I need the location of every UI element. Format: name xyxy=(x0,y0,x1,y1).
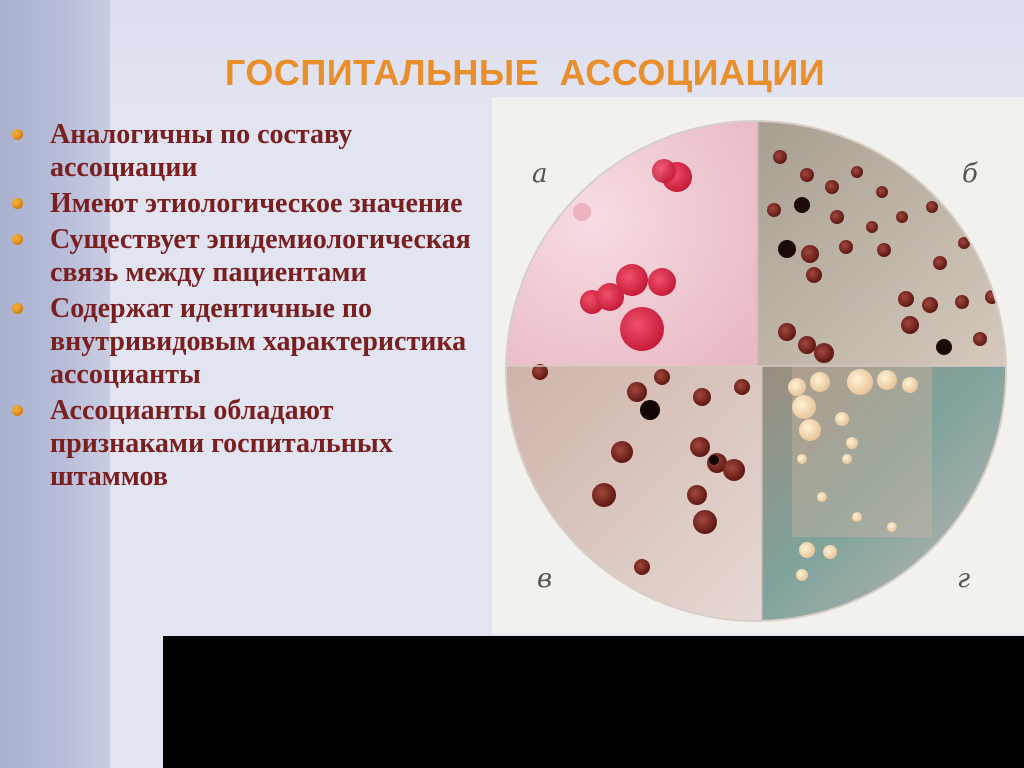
petri-dish-photo xyxy=(492,97,1024,634)
black-overlay-box xyxy=(163,636,1024,768)
bullet-list xyxy=(12,118,492,496)
bullet-dot-icon xyxy=(12,303,23,314)
bullet-item xyxy=(12,292,492,391)
bullet-text: Ассоцианты обладают признаками госпитальных штаммов xyxy=(50,395,393,492)
bullet-dot-icon xyxy=(12,129,23,140)
bullet-text: Аналогичны по составу ассоциации xyxy=(50,119,353,183)
bullet-dot-icon xyxy=(12,405,23,416)
bullet-text: Содержат идентичные по внутривидовым характеристика ассоцианты xyxy=(50,293,467,390)
slide-title: ГОСПИТАЛЬНЫЕ АССОЦИАЦИИ xyxy=(224,52,826,93)
quadrant-label-a: а xyxy=(532,159,548,189)
bullet-item xyxy=(12,223,492,289)
quadrant-label-b: б xyxy=(962,159,978,189)
bullet-dot-icon xyxy=(12,198,23,209)
bullet-item xyxy=(12,118,492,184)
quadrant-label-v: в xyxy=(537,564,553,594)
bullet-item xyxy=(12,394,492,493)
bullet-item xyxy=(12,187,492,220)
bullet-text: Имеют этиологическое значение xyxy=(50,188,463,219)
bullet-text: Существует эпидемиологическая связь между пациентами xyxy=(50,224,471,288)
bullet-dot-icon xyxy=(12,234,23,245)
quadrant-label-g: г xyxy=(957,564,971,594)
